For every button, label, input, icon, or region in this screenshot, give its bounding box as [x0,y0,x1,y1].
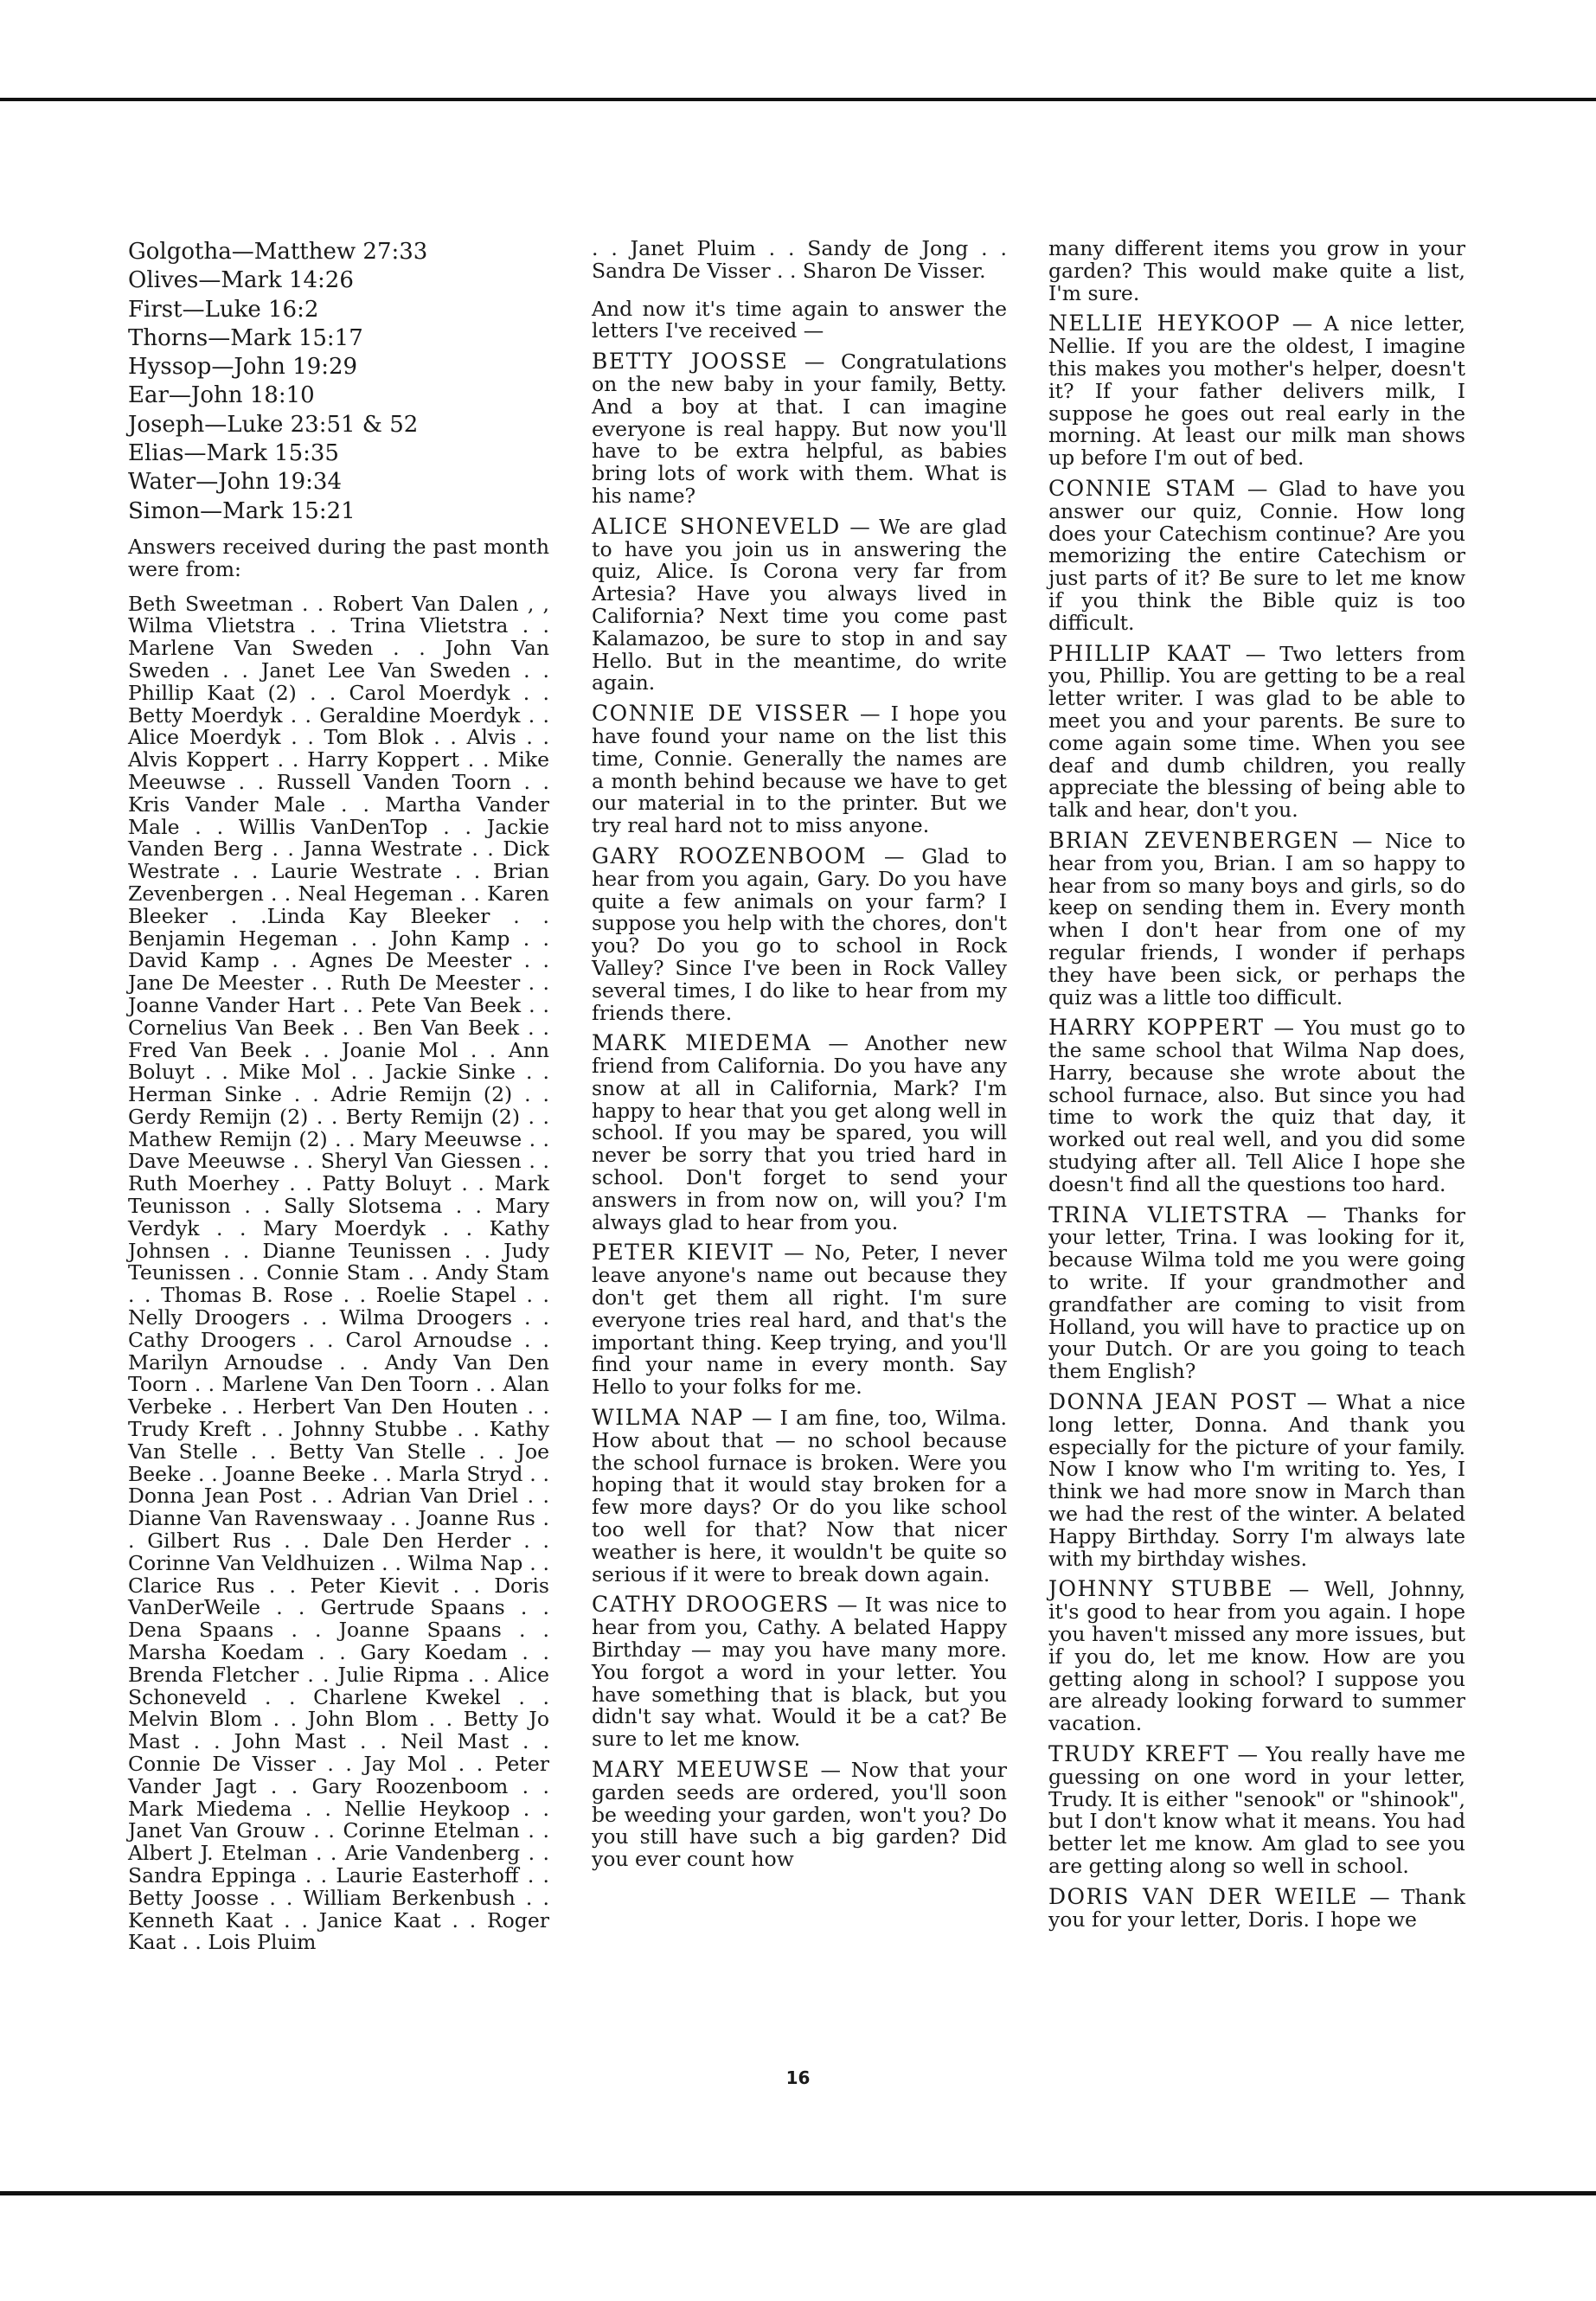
quiz-answer: Olives—Mark 14:26 [128,267,354,294]
letter-reply [1048,1016,1465,1195]
letter-text: — Glad to have you answer our quiz, Connie. How long does your Catechism continue? Are you memorizing the entire Catechism or just parts of it? Be sure to let me know if you think the Bible quiz is too difficult. [1048,476,1465,635]
letter-text: — Congratulations on the new baby in your family, Betty. And a boy at that. I can imagine everyone is real happy. But now you'll have to be extra helpful, as babies bring lots of work with them. What is his name? [592,349,1007,508]
letter-text: — Thanks for your letter, Trina. I was looking for it, because Wilma told me you were going to write. If your grandmother and grandfather are coming to visit from Holland, you will have to practice up on your Dutch. Or are you going to teach them English? [1048,1202,1465,1384]
letter-text: — No, Peter, I never leave anyone's name out because they don't get them all right. I'm sure everyone tries real hard, and that's the important thing. Keep trying, and you'll find your name in every month. Say Hello to your folks for me. [592,1240,1007,1400]
letter-reply [592,350,1007,508]
quiz-answer: Thorns—Mark 15:17 [128,324,363,351]
quiz-answer: Simon—Mark 15:21 [128,497,356,524]
quiz-answer: Water—John 19:34 [128,469,342,496]
letter-recipient: HARRY KOPPERT [1048,1015,1265,1041]
letter-recipient: GARY ROOZENBOOM [592,843,868,868]
letter-recipient: BRIAN ZEVENBERGEN [1048,827,1340,853]
letter-text: — I hope you have found your name on the list this time, Connie. Generally the names are a month behind because we have to get our material in to the printer. But we try real hard not to miss anyone. [592,702,1007,838]
quiz-answer: Golgotha—Matthew 27:33 [128,239,428,265]
letter-text: — You must go to the same school that Wilma Nap does, Harry, because she wrote about the school furnace, also. But since you had time to work the quiz that day, it worked out real well, and you did some studying after all. Tell Alice I hope she doesn't find all the questions too hard. [1048,1016,1465,1196]
page-number: 16 [785,2067,811,2088]
letter-reply [1048,1204,1465,1383]
names-list: Beth Sweetman . . Robert Van Dalen , , Wilma Vlietstra . . Trina Vlietstra . . Marlene Van Sweden . . John Van Sweden . . Janet Lee Van Sweden . . Phillip Kaat (2) . . Carol Moerdyk . . Betty Moerdyk . . Geraldine Moerdyk . . Alice Moerdyk . . Tom Blok . . Alvis . . Alvis Koppert . . Harry Koppert . . Mike Meeuwse . . Russell Vanden Toorn . . Kris Vander Male . . Martha Vander Male . . Willis VanDenTop . . Jackie Vanden Berg . . Janna Westrate . . Dick Westrate . . Laurie Westrate . . Brian Zevenbergen . . Neal Hegeman . . Karen Bleeker . .Linda Kay Bleeker . . Benjamin Hegeman . . John Kamp . . David Kamp . . Agnes De Meester . . Jane De Meester . . Ruth De Meester . . Joanne Vander Hart . . Pete Van Beek . . Cornelius Van Beek . . Ben Van Beek . . Fred Van Beek . . Joanie Mol . . Ann Boluyt . . Mike Mol . . Jackie Sinke . . Herman Sinke . . Adrie Remijn (2) . . Gerdy Remijn (2) . . Berty Remijn (2) . . Mathew Remijn (2) . . Mary Meeuwse . . Dave Meeuwse . . Sheryl Van Giessen . . Ruth Moerhey . . Patty Boluyt . . Mark Teunisson . . Sally Slotsema . . Mary Verdyk . . Mary Moerdyk . . Kathy Johnsen . . Dianne Teunissen . . Judy Teunissen . . Connie Stam . . Andy Stam . . Thomas B. Rose . . Roelie Stapel . . Nelly Droogers . . Wilma Droogers . . Cathy Droogers . . Carol Arnoudse . . Marilyn Arnoudse . . Andy Van Den Toorn . . Marlene Van Den Toorn . . Alan Verbeke . . Herbert Van Den Houten . . Trudy Kreft . . Johnny Stubbe . . Kathy Van Stelle . . Betty Van Stelle . . Joe Beeke . . Joanne Beeke . . Marla Stryd . . Donna Jean Post . . Adrian Van Driel . . Dianne Van Ravenswaay . . Joanne Rus . . Gilbert Rus . . Dale Den Herder . . Corinne Van Veldhuizen . . Wilma Nap . . Clarice Rus . . Peter Kievit . . Doris VanDerWeile . . Gertrude Spaans . . Dena Spaans . . Joanne Spaans . . Marsha Koedam . . Gary Koedam . . Brenda Fletcher . . Julie Ripma . . Alice Schoneveld . . Charlene Kwekel . . Melvin Blom . . John Blom . . Betty Jo Mast . . John Mast . . Neil Mast . . Connie De Visser . . Jay Mol . . Peter Vander Jagt . . Gary Roozenboom . . Mark Miedema . . Nellie Heykoop . . Janet Van Grouw . . Corinne Etelman . . Albert J. Etelman . . Arie Vandenberg . . Sandra Eppinga . . Laurie Easterhoff . . Betty Joosse . . William Berkenbush . . Kenneth Kaat . . Janice Kaat . . Roger Kaat . . Lois Pluim [128,591,549,1955]
letter-recipient: ALICE SHONEVELD [592,513,841,539]
letters-intro: And now it's time again to answer the letters I've received — [592,296,1007,343]
answers-intro: Answers received during the past month were from: [128,534,549,581]
letter-recipient: CONNIE STAM [1048,475,1237,501]
letter-reply [1048,1578,1465,1735]
letter-reply [592,1032,1007,1234]
letter-text: many different items you grow in your garden? This would make quite a list, I'm sure. [1048,236,1465,305]
letter-recipient: NELLIE HEYKOOP [1048,311,1281,336]
letter-recipient: DORIS VAN DER WEILE [1048,1883,1358,1909]
letter-recipient: WILMA NAP [592,1405,744,1431]
letter-reply [1048,1883,1466,1932]
letter-recipient: MARY MEEUWSE [592,1757,811,1782]
letter-text: — What a nice long letter, Donna. And thank you especially for the picture of your family. Now I know who I'm writing to. Yes, I think we had more snow in March than we had the rest of the winter. A belated Happy Birthday. Sorry I'm always late with my birthday wishes. [1048,1390,1465,1571]
letter-text: — Nice to hear from you, Brian. I am so happy to hear from so many boys and girls, so do keep on sending them in. Every month when I don't hear from one of my regular friends, I wonder if perhaps they have been sick, or perhaps the quiz was a little too difficult. [1048,828,1465,1009]
letter-reply [1048,640,1465,823]
column-2 [592,238,1007,1879]
letter-text: — It was nice to hear from you, Cathy. A belated Happy Birthday — may you have many more. You forgot a word in your letter. You have something that is black, but you didn't say what. Would it be a cat? Be sure to let me know. [592,1593,1007,1752]
letter-reply [1048,827,1465,1009]
letter-reply [1048,1391,1465,1570]
letter-text: — Now that your garden seeds are ordered, you'll soon be weeding your garden, won't you? Do you still have such a big garden? Did you ever count how [592,1758,1007,1872]
letter-recipient: JOHNNY STUBBE [1048,1576,1274,1602]
quiz-answer: Hyssop—John 19:29 [128,354,358,381]
letter-recipient: PHILLIP KAAT [1048,640,1232,666]
letter-text: — Another new friend from California. Do you have any snow at all in California, Mark? I'm happy to hear that you get along well in school. If you may be spared, you will never be sorry that you tried hard in school. Don't forget to send your answers in from now on, will you? I'm always glad to hear from you. [592,1031,1007,1234]
quiz-answers [128,238,549,526]
letter-recipient: CONNIE DE VISSER [592,701,849,727]
letter-reply [1048,475,1465,635]
letter-reply [592,1407,1007,1586]
letter-reply-continued [1048,238,1465,304]
column-3 [1048,238,1465,1939]
letter-reply [592,1241,1007,1399]
letter-text: — You really have me guessing on one word in your letter, Trudy. It is either "senook" or "shinook", but I don't know what it means. You had better let me know. Am glad to see you are getting along so well in school. [1048,1742,1465,1878]
quiz-answer: First—Luke 16:2 [128,296,319,323]
letter-recipient: CATHY DROOGERS [592,1592,830,1618]
letter-recipient: MARK MIEDEMA [592,1030,812,1056]
names-list-continued: . . Janet Pluim . . Sandy de Jong . . Sandra De Visser . . Sharon De Visser. [592,236,1007,283]
column-1 [128,238,549,1954]
page-top-border [0,98,1596,101]
letter-reply [1048,312,1465,470]
letter-text: — Thank you for your letter, Doris. I hope we [1048,1884,1466,1932]
letter-recipient: BETTY JOOSSE [592,349,789,375]
quiz-answer: Joseph—Luke 23:51 & 52 [128,411,419,438]
letter-recipient: TRUDY KREFT [1048,1741,1230,1766]
letter-reply [592,1593,1007,1751]
letter-text: — Glad to hear from you again, Gary. Do you have quite a few animals on your farm? I suppose you help with the chores, don't you? Do you go to school in Rock Valley? Since I've been in Rock Valley several times, I do like to hear from my friends there. [592,843,1008,1025]
letter-reply [592,513,1007,695]
quiz-answer: Ear—John 18:10 [128,382,315,409]
letter-reply [592,845,1007,1024]
letter-recipient: DONNA JEAN POST [1048,1389,1298,1415]
letter-text: — I am fine, too, Wilma. How about that — no school because the school furnace is broken. Were you hoping that it would stay broken for a few more days? Or do you like school too well for that? Now that nicer weather is here, it wouldn't be quite so serious if it were to break down again. [592,1406,1007,1586]
letter-text: — We are glad to have you join us in answering the quiz, Alice. Is Corona very far from Artesia? Have you always lived in California? Next time you come past Kalamazoo, be sure to stop in and say Hello. But in the meantime, do write again. [592,514,1007,695]
letter-text: — A nice letter, Nellie. If you are the oldest, I imagine this makes you mother's helper, doesn't it? If your father delivers milk, I suppose he goes out real early in the morning. At least our milk man shows up before I'm out of bed. [1048,311,1465,471]
letter-recipient: PETER KIEVIT [592,1240,774,1266]
letter-reply [592,1759,1007,1871]
letter-reply [1048,1743,1465,1878]
letter-text: — Well, Johnny, it's good to hear from you again. I hope you haven't missed any more issues, but if you do, let me know. How are you getting along in school? I suppose you are already looking forward to summer vacation. [1048,1577,1465,1736]
letter-text: — Two letters from you, Phillip. You are getting to be a real letter writer. I was glad to be able to meet you and your parents. Be sure to come again some time. When you see deaf and dumb children, you really appreciate the blessing of being able to talk and hear, don't you. [1048,641,1465,823]
letter-recipient: TRINA VLIETSTRA [1048,1202,1290,1227]
quiz-answer: Elias—Mark 15:35 [128,440,339,467]
page-bottom-border [0,2191,1596,2195]
letter-reply [592,702,1007,837]
